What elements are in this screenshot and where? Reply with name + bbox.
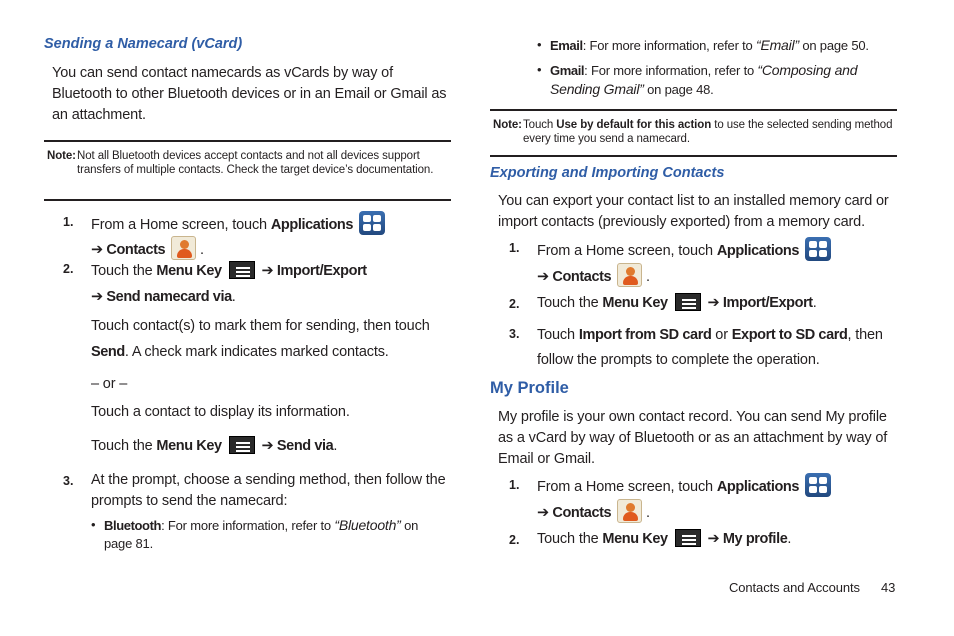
menu-key-label: Menu Key (156, 263, 222, 279)
bullet-text: on page 81. (104, 518, 419, 551)
applications-grid-icon (805, 473, 831, 497)
right-note (493, 118, 895, 146)
step-number: 2. (509, 533, 520, 547)
footer-section: Contacts and Accounts (729, 580, 860, 595)
my-profile-label: ➔ My profile (707, 531, 788, 547)
step-number: 3. (63, 474, 74, 488)
note-top-rule (44, 140, 451, 142)
bullet-bluetooth: • Bluetooth: For more information, refer to “Bluetooth” on page 81. (91, 517, 419, 551)
contacts-label: Contacts (106, 242, 166, 258)
left-step-3: At the prompt, choose a sending method, then follow the prompts to send the namecard: (91, 472, 446, 509)
applications-label: Applications (716, 479, 800, 495)
note-bold: Use by default for this action (556, 119, 712, 131)
bluetooth-label: Bluetooth (104, 518, 162, 533)
export-step-1: From a Home screen, touch Applications ➔ Contacts . (537, 237, 897, 289)
email-ref: “Email” (755, 37, 799, 53)
menu-key-label: Menu Key (602, 531, 668, 547)
email-label: Email (550, 38, 583, 53)
para-text: . A check mark indicates marked contacts. (124, 344, 389, 360)
vcard-intro: You can send contact namecards as vCards by way of Bluetooth to other Bluetooth devices or in an Email or Gmail as an attachment. (52, 65, 447, 123)
note-label: Note: (493, 119, 522, 131)
arrow: ➔ (91, 242, 107, 258)
applications-label: Applications (270, 217, 354, 233)
arrow: ➔ (537, 269, 553, 285)
profile-step-2 (537, 529, 897, 550)
export-intro: You can export your contact list to an installed memory card or import contacts (previously exported) from a memory card. (498, 193, 889, 230)
contacts-label: Contacts (552, 269, 612, 285)
profile-heading: My Profile (490, 379, 569, 397)
step-text: , then follow the prompts to complete the operation. (537, 327, 883, 368)
import-export-label: ➔ Import/Export (707, 295, 813, 311)
bullet-text: : For more information, refer to (161, 518, 335, 533)
contacts-person-icon (617, 499, 642, 523)
applications-grid-icon (359, 211, 385, 235)
bullet-email: • Email: For more information, refer to “Email” on page 50. (537, 37, 869, 53)
step-number: 2. (63, 262, 74, 276)
menu-key-icon (229, 436, 255, 454)
period: . (231, 289, 236, 305)
period: . (787, 531, 792, 547)
step-number: 1. (509, 478, 520, 492)
page-number: 43 (881, 580, 896, 595)
menu-key-icon (675, 529, 701, 547)
export-sd-label: Export to SD card (731, 327, 848, 343)
step-text: From a Home screen, touch (91, 217, 271, 233)
export-step-2 (537, 293, 897, 314)
bullet-gmail: • Gmail: For more information, refer to “Composing and Sending Gmail” on page 48. (537, 62, 858, 97)
left-step-2 (91, 258, 451, 310)
step-number: 1. (63, 215, 74, 229)
gmail-label: Gmail (550, 63, 585, 78)
step-text: Touch (537, 327, 579, 343)
note-text: Not all Bluetooth devices accept contacts and not all devices support transfers of multiple contacts. Check the target device’s documentation. (77, 150, 434, 176)
applications-grid-icon (805, 237, 831, 261)
bullet-text: on page 48. (643, 82, 714, 97)
step-text: Touch the (537, 531, 603, 547)
period: . (812, 295, 817, 311)
note-text: to use the selected sending method every time you send a namecard. (523, 119, 893, 145)
contacts-label: Contacts (552, 505, 612, 521)
import-sd-label: Import from SD card (578, 327, 712, 343)
note-bottom-rule (44, 199, 451, 201)
left-step-2-para-1 (91, 313, 441, 365)
period: . (333, 438, 338, 454)
menu-key-icon (229, 261, 255, 279)
step-number: 3. (509, 327, 520, 341)
profile-intro: My profile is your own contact record. You can send My profile as a vCard by way of Bluetooth or as an attachment by way of Email or Gmail. (498, 409, 888, 467)
step-number: 2. (509, 297, 520, 311)
step-text: From a Home screen, touch (537, 243, 717, 259)
bluetooth-ref: “Bluetooth” (334, 517, 401, 533)
para-text: Touch the (91, 438, 157, 454)
menu-key-label: Menu Key (156, 438, 222, 454)
left-step-2-para-2: Touch a contact to display its information. (91, 404, 350, 420)
note-text: Touch (523, 119, 557, 131)
contacts-person-icon (171, 236, 196, 260)
para-text: Touch contact(s) to mark them for sending, then touch (91, 318, 430, 334)
contacts-person-icon (617, 263, 642, 287)
step-text: Touch the (91, 263, 157, 279)
step-number: 1. (509, 241, 520, 255)
bullet-text: on page 50. (798, 38, 869, 53)
bullet-text: : For more information, refer to (584, 63, 758, 78)
send-via-label: ➔ Send via (261, 438, 334, 454)
note-top-rule (490, 109, 897, 111)
import-export-label: ➔ Import/Export (261, 263, 367, 279)
profile-step-1: From a Home screen, touch Applications ➔ Contacts . (537, 473, 897, 525)
step-text: or (711, 327, 732, 343)
note-label: Note: (47, 150, 76, 162)
export-heading: Exporting and Importing Contacts (490, 165, 725, 181)
left-note (47, 149, 447, 177)
left-step-2-para-3 (91, 436, 451, 457)
menu-key-label: Menu Key (602, 295, 668, 311)
vcard-heading: Sending a Namecard (vCard) (44, 36, 243, 52)
left-step-1: From a Home screen, touch Applications ➔ Contacts . (91, 211, 451, 261)
step-text: Touch the (537, 295, 603, 311)
or-separator: – or – (91, 376, 128, 392)
menu-key-icon (675, 293, 701, 311)
send-namecard-label: ➔ Send namecard via (91, 289, 232, 305)
bullet-text: : For more information, refer to (582, 38, 756, 53)
step-text: From a Home screen, touch (537, 479, 717, 495)
applications-label: Applications (716, 243, 800, 259)
gmail-ref: “Composing and Sending Gmail” (550, 62, 858, 97)
note-bottom-rule (490, 155, 897, 157)
send-label: Send (91, 344, 125, 360)
arrow: ➔ (537, 505, 553, 521)
export-step-3 (537, 323, 897, 373)
